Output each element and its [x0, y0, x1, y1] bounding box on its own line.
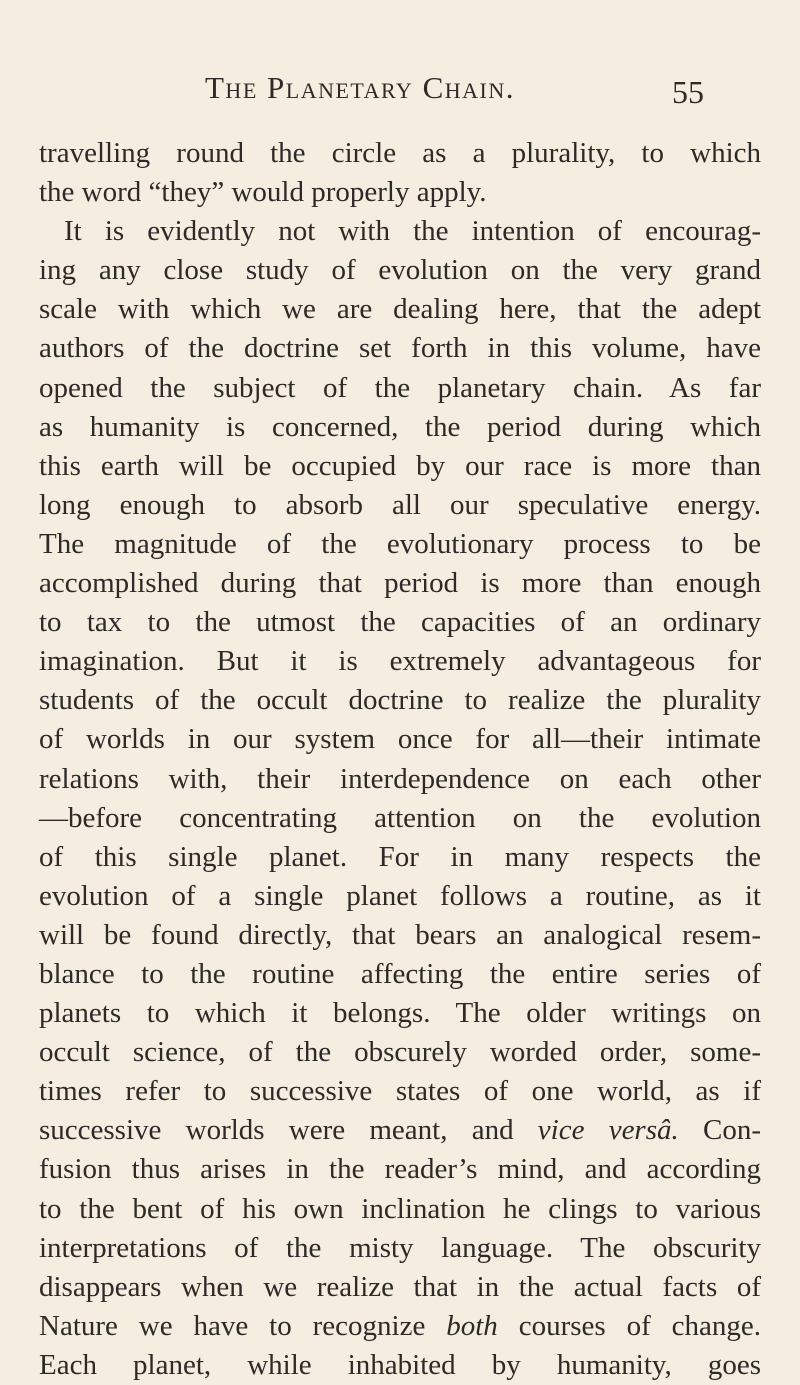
text-line: occult science, of the obscurely worded order, some- — [39, 1036, 761, 1069]
text-line — [39, 1111, 761, 1150]
text-line: evolution of a single planet follows a routine, as it — [39, 879, 761, 912]
text-line: imagination. But it is extremely advantageous for — [39, 645, 761, 678]
text-line: students of the occult doctrine to realize the plurality — [39, 684, 761, 717]
text-run: Con- — [678, 1114, 761, 1147]
text-line: planets to which it belongs. The older writings on — [39, 997, 761, 1030]
text-line: to the bent of his own inclination he clings to various — [39, 1192, 761, 1225]
text-line: It is evidently not with the intention of encourag- — [64, 215, 761, 248]
text-line: as humanity is concerned, the period during which — [39, 410, 761, 443]
page-number: 55 — [672, 74, 704, 110]
body-text — [39, 134, 761, 1385]
text-line: interpretations of the misty language. The obscurity — [39, 1231, 761, 1264]
text-line: long enough to absorb all our speculative energy. — [39, 488, 761, 521]
italic-phrase: vice versâ. — [537, 1114, 679, 1147]
text-line: of worlds in our system once for all—their intimate — [39, 723, 761, 756]
text-line: will be found directly, that bears an analogical resem- — [39, 918, 761, 951]
text-line: of this single planet. For in many respects the — [39, 840, 761, 873]
text-line: authors of the doctrine set forth in this volume, have — [39, 332, 761, 365]
text-line: times refer to successive states of one world, as if — [39, 1075, 761, 1108]
text-line: —before concentrating attention on the evolution — [39, 801, 761, 834]
text-line: opened the subject of the planetary chain. As far — [39, 371, 761, 404]
text-line: accomplished during that period is more than enough — [39, 567, 761, 600]
text-line: to tax to the utmost the capacities of an ordinary — [39, 606, 761, 639]
text-line: disappears when we realize that in the actual facts of — [39, 1270, 761, 1303]
text-run: courses of change. — [497, 1309, 761, 1342]
text-run: successive worlds were meant, and — [39, 1114, 538, 1147]
text-run: Nature we have to recognize — [39, 1309, 447, 1342]
running-head — [0, 70, 800, 120]
text-line: the word “they” would properly apply. — [39, 176, 487, 209]
text-line: travelling round the circle as a plurality, to which — [39, 137, 761, 169]
text-line: The magnitude of the evolutionary process to be — [39, 527, 761, 560]
italic-word: both — [446, 1309, 498, 1342]
text-line: fusion thus arises in the reader’s mind, and according — [39, 1153, 761, 1186]
text-line: ing any close study of evolution on the very grand — [39, 254, 761, 287]
text-line: Each planet, while inhabited by humanity, goes — [39, 1348, 761, 1381]
text-line: this earth will be occupied by our race is more than — [39, 449, 761, 482]
running-title: The Planetary Chain. — [205, 70, 515, 105]
text-line — [39, 1307, 761, 1346]
text-line: scale with which we are dealing here, that the adept — [39, 293, 761, 326]
text-line: blance to the routine affecting the entire series of — [39, 957, 761, 990]
text-line: relations with, their interdependence on each other — [39, 762, 761, 795]
